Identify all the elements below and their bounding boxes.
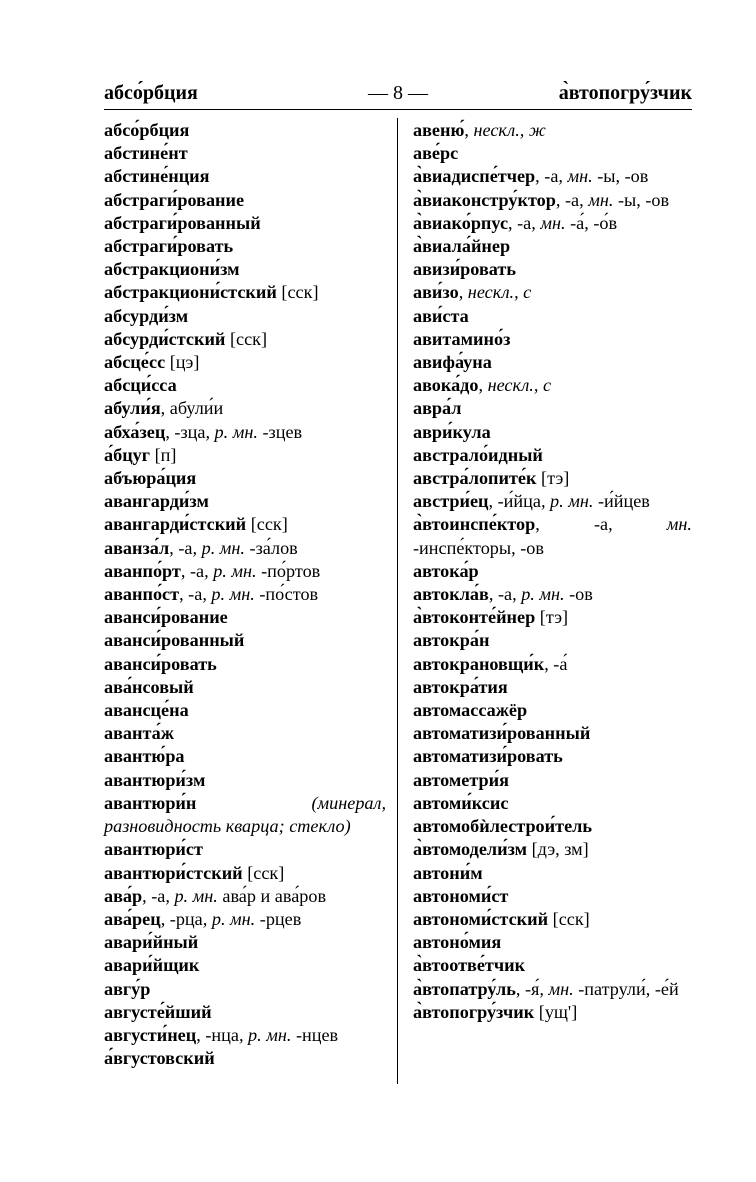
headword: авантюри́ст [104,839,203,860]
dictionary-entry [413,583,692,606]
headword: ава́рец [104,908,161,929]
dictionary-entry [413,513,692,559]
right-column [413,119,692,1024]
grammar-info: -по́ртов [256,560,321,581]
headword: абстракциони́зм [104,259,240,280]
grammar-info: [сск] [246,514,288,535]
dictionary-entry [413,444,692,467]
headword: а́вгустовский [104,1048,215,1069]
dictionary-entry [413,1001,692,1024]
headword: абсци́сса [104,375,177,396]
grammar-label: , р. мн. [205,421,258,442]
headword: аври́кула [413,421,491,442]
grammar-label: , р. мн. [165,885,218,906]
headword: абстине́нт [104,143,188,164]
dictionary-entry [104,745,386,768]
headword: автоми́ксис [413,792,509,813]
dictionary-entry [104,792,386,838]
headword: а̀втопогру́зчик [413,1001,535,1022]
grammar-info: , -нца [196,1024,239,1045]
dictionary-entry [104,537,386,560]
grammar-label: , мн. [579,189,614,210]
dictionary-entry [413,745,692,768]
grammar-info: , -а [508,212,532,233]
dictionary-entry [413,212,692,235]
grammar-label: , р. мн. [540,491,594,512]
dictionary-entry [413,676,692,699]
grammar-info: , -а [535,166,559,187]
grammar-label: нескл., ж [473,120,546,140]
dictionary-entry [413,328,692,351]
grammar-info: -нцев [291,1024,339,1045]
grammar-info: [сск] [548,908,590,929]
dictionary-entry [413,560,692,583]
headword: автоматизи́рованный [413,723,591,744]
grammar-info: , -а [180,560,205,581]
headword: а̀виако́рпус [413,212,509,233]
grammar-label: , р. мн. [192,537,245,558]
dictionary-entry [413,490,692,513]
grammar-info: , [478,375,488,396]
headword: ави́зо [413,282,459,303]
dictionary-entry [413,165,692,188]
grammar-info: , -рца [160,908,203,929]
headword: а̀втомодели́зм [413,839,528,860]
left-column [104,119,386,1070]
headword: авока́до [413,375,479,396]
headword: авантюри́стский [104,862,243,883]
dictionary-entry [104,1001,386,1024]
headword: автокрановщи́к [413,653,545,674]
grammar-info: [дэ, зм] [527,839,589,860]
dictionary-entry [413,258,692,281]
headword: ава́нсовый [104,676,194,697]
dictionary-entry [413,235,692,258]
headword: авансце́на [104,700,189,721]
headword: австри́ец [413,491,489,512]
dictionary-entry [413,351,692,374]
headword: авифа́уна [413,352,492,373]
grammar-info: -ы, -ов [592,166,649,187]
grammar-info: -и́йцев [593,491,650,512]
running-header [104,80,692,110]
headword: абъюра́ция [104,468,197,489]
headword: авеню́ [413,120,465,140]
dictionary-entry [104,328,386,351]
headword: австрало́идный [413,444,543,465]
headword: автомобѝлестрои́тель [413,816,592,837]
grammar-info: [п] [150,444,177,465]
grammar-label: , р. мн. [512,584,565,605]
dictionary-entry [104,885,386,908]
headword: а̀втоинспе́ктор [413,514,536,535]
headword: абсурди́стский [104,328,226,349]
dictionary-entry [104,119,386,142]
headword: абха́зец [104,421,166,442]
headword: авгу́р [104,978,151,999]
dictionary-entry [413,862,692,885]
dictionary-entry [104,142,386,165]
grammar-label: нескл., с [467,282,532,303]
dictionary-entry [413,699,692,722]
headword: авангарди́стский [104,514,247,535]
headword: абули́я [104,398,161,419]
headword: автомассажёр [413,700,528,721]
dictionary-entry [413,629,692,652]
headword: автокра́н [413,630,490,651]
dictionary-entry [413,653,692,676]
header-first-word: абсо́рбция [104,82,198,104]
dictionary-entry [104,444,386,467]
headword: аванпо́ст [104,584,180,605]
dictionary-entry [413,142,692,165]
headword: абсце́сс [104,352,166,373]
grammar-info: -ов [564,584,593,605]
headword: аванпо́рт [104,560,181,581]
dictionary-entry [104,560,386,583]
dictionary-entry [104,583,386,606]
headword: а̀виаконстру́ктор [413,189,556,210]
grammar-info: [тэ] [536,468,570,489]
dictionary-entry [413,885,692,908]
grammar-info: , -я́ [515,978,540,999]
headword: абстракциони́стский [104,282,277,303]
headword: абстраги́рование [104,189,245,210]
grammar-info: -инспе́кторы, -ов [413,537,544,558]
dictionary-entry [413,374,692,397]
headword: абстраги́рованный [104,212,261,233]
grammar-info: -за́лов [244,537,298,558]
headword: аванта́ж [104,723,174,744]
headword: абстине́нция [104,166,210,187]
dictionary-entry [104,606,386,629]
grammar-info: , абули́и [160,398,224,419]
dictionary-entry [413,189,692,212]
dictionary-entry [104,305,386,328]
headword: автометри́я [413,769,509,790]
grammar-info: -зцев [257,421,303,442]
grammar-info: -по́стов [254,584,319,605]
headword: авари́йный [104,932,199,953]
headword: автокра́тия [413,676,508,697]
dictionary-entry [413,281,692,304]
dictionary-entry [104,467,386,490]
grammar-info: , -а [535,514,609,535]
headword: авитамино́з [413,328,511,349]
page-number: — 8 — [368,82,428,104]
dictionary-entry [413,305,692,328]
headword: ави́ста [413,305,469,326]
header-rule [104,109,692,110]
headword: авантюри́зм [104,769,206,790]
headword: аванси́рованный [104,630,245,651]
headword: авангарди́зм [104,491,209,512]
headword: абстраги́ровать [104,236,234,257]
headword: августи́нец [104,1024,197,1045]
headword: австра́лопите́к [413,468,537,489]
dictionary-entry [104,490,386,513]
headword: а̀втоконте́йнер [413,607,536,628]
headword: а̀втопатру́ль [413,978,516,999]
grammar-info: [цэ] [165,352,200,373]
grammar-info: , -а [179,584,203,605]
grammar-info: , -и́йца [488,491,541,512]
grammar-label: нескл., с [487,375,552,396]
dictionary-entry [104,189,386,212]
grammar-info: , [464,120,474,140]
dictionary-entry [104,653,386,676]
grammar-info: -ы, -ов [613,189,670,210]
dictionary-entry [104,931,386,954]
grammar-info: [тэ] [535,607,569,628]
dictionary-entry [413,815,692,838]
headword: ава́р [104,885,143,906]
dictionary-entry [104,212,386,235]
grammar-info: , -а [142,885,166,906]
dictionary-entry [104,1047,386,1070]
headword: авизи́ровать [413,259,516,280]
grammar-label: , мн. [558,166,593,187]
dictionary-entry [413,722,692,745]
headword: абсурди́зм [104,305,189,326]
grammar-info: -патрули́, -е́й [573,978,679,999]
headword: а̀виала́йнер [413,236,511,257]
dictionary-entry [413,606,692,629]
dictionary-entry [413,397,692,420]
dictionary-entry [104,838,386,861]
headword: абсо́рбция [104,120,190,140]
dictionary-entry [104,954,386,977]
dictionary-entry [413,954,692,977]
dictionary-entry [104,374,386,397]
grammar-label: , р. мн. [202,908,256,929]
grammar-info: [сск] [242,862,285,883]
dictionary-entry [413,421,692,444]
dictionary-entry [413,119,692,142]
dictionary-entry [104,722,386,745]
dictionary-entry [104,978,386,1001]
dictionary-entry [104,421,386,444]
dictionary-entry [413,838,692,861]
dictionary-entry [104,235,386,258]
grammar-info: , -а [169,537,193,558]
dictionary-entry [413,792,692,815]
headword: авантю́ра [104,746,185,767]
headword: аванси́рование [104,607,228,628]
headword: авантюри́н [104,792,197,813]
dictionary-entry [104,862,386,885]
header-last-word: а̀втопогру́зчик [558,82,692,104]
grammar-label: , р. мн. [204,560,257,581]
grammar-info: , -а [555,189,580,210]
grammar-info: ава́р и ава́ров [217,885,327,906]
dictionary-entry [104,699,386,722]
grammar-info: , -зца [165,421,206,442]
grammar-info: [ущ'] [534,1001,578,1022]
grammar-label: , мн. [608,514,692,535]
dictionary-entry [104,258,386,281]
dictionary-entry [104,351,386,374]
dictionary-entry [104,629,386,652]
headword: автоматизи́ровать [413,746,563,767]
dictionary-entry [413,978,692,1001]
grammar-label: , мн. [539,978,574,999]
headword: а̀виадиспе́тчер [413,166,536,187]
dictionary-entry [104,281,386,304]
grammar-info: -а́, -о́в [565,212,618,233]
headword: авра́л [413,398,462,419]
dictionary-entry [104,676,386,699]
headword: аве́рс [413,143,459,164]
grammar-info: , -а [488,584,513,605]
dictionary-entry [413,931,692,954]
dictionary-entry [104,513,386,536]
headword: аванси́ровать [104,653,217,674]
headword: а́бцуг [104,444,151,465]
grammar-info: , [458,282,468,303]
headword: автока́р [413,560,479,581]
headword: автономи́ст [413,885,509,906]
headword: автоно́мия [413,932,502,953]
headword: а̀втоотве́тчик [413,955,526,976]
dictionary-entry [413,769,692,792]
headword: августе́йший [104,1001,212,1022]
dictionary-entry [104,908,386,931]
dictionary-entry [104,165,386,188]
grammar-label: , р. мн. [202,584,255,605]
grammar-label: , р. мн. [238,1024,292,1045]
headword: аванза́л [104,537,170,558]
dictionary-entry [104,397,386,420]
dictionary-entry [104,769,386,792]
grammar-info: , -а́ [544,653,568,674]
dictionary-entry [413,467,692,490]
grammar-info: [сск] [225,328,268,349]
dictionary-entry [413,908,692,931]
headword: автономи́стский [413,908,549,929]
headword: автокла́в [413,584,489,605]
grammar-label: , мн. [531,212,566,233]
grammar-info: -рцев [255,908,302,929]
column-divider [397,118,398,1084]
headword: автони́м [413,862,483,883]
grammar-label: (минерал, разновидность кварца; стекло) [104,792,386,837]
headword: авари́йщик [104,955,200,976]
grammar-info: [сск] [276,282,319,303]
dictionary-entry [104,1024,386,1047]
